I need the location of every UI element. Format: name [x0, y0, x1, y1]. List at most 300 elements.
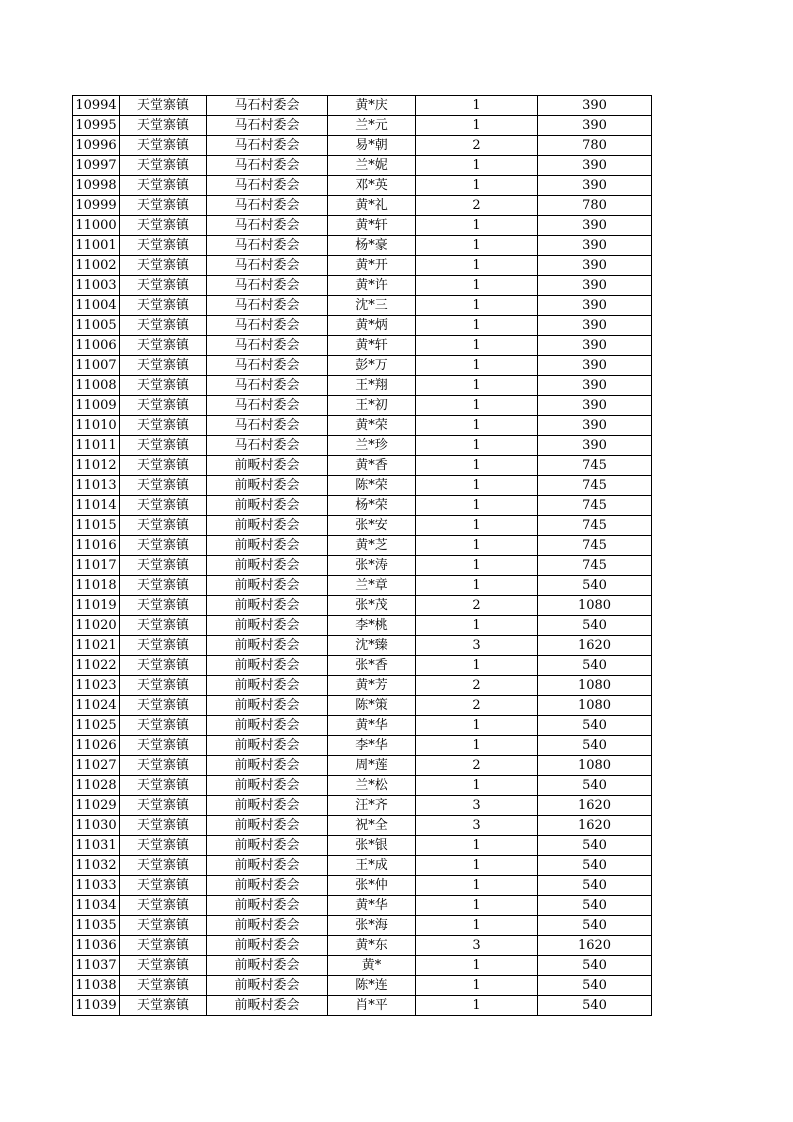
- name-cell: 张*涛: [328, 556, 416, 576]
- town-cell: 天堂寨镇: [120, 156, 207, 176]
- amount-cell: 540: [538, 716, 652, 736]
- row-number-cell: 10994: [73, 96, 120, 116]
- row-number-cell: 11011: [73, 436, 120, 456]
- village-committee-cell: 马石村委会: [207, 336, 328, 356]
- amount-cell: 390: [538, 276, 652, 296]
- count-cell: 1: [416, 516, 538, 536]
- amount-cell: 1620: [538, 796, 652, 816]
- town-cell: 天堂寨镇: [120, 236, 207, 256]
- name-cell: 周*莲: [328, 756, 416, 776]
- town-cell: 天堂寨镇: [120, 256, 207, 276]
- village-committee-cell: 前畈村委会: [207, 916, 328, 936]
- village-committee-cell: 马石村委会: [207, 356, 328, 376]
- town-cell: 天堂寨镇: [120, 396, 207, 416]
- table-row: [73, 256, 652, 276]
- count-cell: 1: [416, 256, 538, 276]
- count-cell: 1: [416, 716, 538, 736]
- amount-cell: 745: [538, 496, 652, 516]
- amount-cell: 780: [538, 196, 652, 216]
- amount-cell: 745: [538, 476, 652, 496]
- name-cell: 黄*轩: [328, 336, 416, 356]
- count-cell: 1: [416, 456, 538, 476]
- count-cell: 1: [416, 116, 538, 136]
- row-number-cell: 11013: [73, 476, 120, 496]
- count-cell: 3: [416, 796, 538, 816]
- table-row: [73, 396, 652, 416]
- count-cell: 1: [416, 216, 538, 236]
- table-row: [73, 116, 652, 136]
- village-committee-cell: 前畈村委会: [207, 876, 328, 896]
- count-cell: 1: [416, 376, 538, 396]
- name-cell: 李*桃: [328, 616, 416, 636]
- amount-cell: 1620: [538, 936, 652, 956]
- amount-cell: 745: [538, 516, 652, 536]
- table-row: [73, 896, 652, 916]
- amount-cell: 390: [538, 436, 652, 456]
- village-committee-cell: 前畈村委会: [207, 596, 328, 616]
- name-cell: 陈*荣: [328, 476, 416, 496]
- table-row: [73, 816, 652, 836]
- row-number-cell: 11035: [73, 916, 120, 936]
- row-number-cell: 11018: [73, 576, 120, 596]
- village-committee-cell: 马石村委会: [207, 436, 328, 456]
- village-committee-cell: 前畈村委会: [207, 776, 328, 796]
- village-committee-cell: 前畈村委会: [207, 796, 328, 816]
- amount-cell: 390: [538, 296, 652, 316]
- row-number-cell: 11009: [73, 396, 120, 416]
- amount-cell: 540: [538, 776, 652, 796]
- data-table: [72, 95, 652, 1016]
- town-cell: 天堂寨镇: [120, 536, 207, 556]
- row-number-cell: 11034: [73, 896, 120, 916]
- amount-cell: 390: [538, 156, 652, 176]
- row-number-cell: 11025: [73, 716, 120, 736]
- count-cell: 1: [416, 856, 538, 876]
- row-number-cell: 11026: [73, 736, 120, 756]
- name-cell: 李*华: [328, 736, 416, 756]
- name-cell: 王*翔: [328, 376, 416, 396]
- village-committee-cell: 马石村委会: [207, 376, 328, 396]
- village-committee-cell: 前畈村委会: [207, 716, 328, 736]
- count-cell: 1: [416, 396, 538, 416]
- name-cell: 兰*妮: [328, 156, 416, 176]
- table-row: [73, 856, 652, 876]
- name-cell: 兰*章: [328, 576, 416, 596]
- table-row: [73, 636, 652, 656]
- town-cell: 天堂寨镇: [120, 936, 207, 956]
- amount-cell: 390: [538, 236, 652, 256]
- town-cell: 天堂寨镇: [120, 276, 207, 296]
- name-cell: 黄*许: [328, 276, 416, 296]
- village-committee-cell: 前畈村委会: [207, 956, 328, 976]
- amount-cell: 540: [538, 956, 652, 976]
- count-cell: 3: [416, 636, 538, 656]
- table-row: [73, 176, 652, 196]
- village-committee-cell: 前畈村委会: [207, 896, 328, 916]
- name-cell: 黄*华: [328, 716, 416, 736]
- name-cell: 张*银: [328, 836, 416, 856]
- town-cell: 天堂寨镇: [120, 516, 207, 536]
- amount-cell: 1080: [538, 696, 652, 716]
- table-row: [73, 536, 652, 556]
- village-committee-cell: 马石村委会: [207, 216, 328, 236]
- count-cell: 1: [416, 536, 538, 556]
- name-cell: 陈*连: [328, 976, 416, 996]
- row-number-cell: 11039: [73, 996, 120, 1016]
- village-committee-cell: 前畈村委会: [207, 996, 328, 1016]
- table-row: [73, 576, 652, 596]
- row-number-cell: 11023: [73, 676, 120, 696]
- table-row: [73, 96, 652, 116]
- table-row: [73, 516, 652, 536]
- name-cell: 黄*礼: [328, 196, 416, 216]
- row-number-cell: 11017: [73, 556, 120, 576]
- table-row: [73, 476, 652, 496]
- count-cell: 1: [416, 996, 538, 1016]
- amount-cell: 390: [538, 96, 652, 116]
- table-row: [73, 316, 652, 336]
- amount-cell: 1080: [538, 756, 652, 776]
- village-committee-cell: 马石村委会: [207, 416, 328, 436]
- table-row: [73, 356, 652, 376]
- amount-cell: 540: [538, 656, 652, 676]
- count-cell: 1: [416, 736, 538, 756]
- amount-cell: 540: [538, 616, 652, 636]
- row-number-cell: 10998: [73, 176, 120, 196]
- village-committee-cell: 马石村委会: [207, 196, 328, 216]
- town-cell: 天堂寨镇: [120, 736, 207, 756]
- name-cell: 彭*万: [328, 356, 416, 376]
- row-number-cell: 11012: [73, 456, 120, 476]
- name-cell: 王*成: [328, 856, 416, 876]
- amount-cell: 540: [538, 996, 652, 1016]
- town-cell: 天堂寨镇: [120, 816, 207, 836]
- town-cell: 天堂寨镇: [120, 836, 207, 856]
- village-committee-cell: 前畈村委会: [207, 836, 328, 856]
- row-number-cell: 11008: [73, 376, 120, 396]
- village-committee-cell: 马石村委会: [207, 296, 328, 316]
- row-number-cell: 11005: [73, 316, 120, 336]
- row-number-cell: 11024: [73, 696, 120, 716]
- row-number-cell: 11004: [73, 296, 120, 316]
- count-cell: 1: [416, 356, 538, 376]
- village-committee-cell: 前畈村委会: [207, 516, 328, 536]
- count-cell: 3: [416, 816, 538, 836]
- town-cell: 天堂寨镇: [120, 436, 207, 456]
- count-cell: 1: [416, 316, 538, 336]
- amount-cell: 780: [538, 136, 652, 156]
- count-cell: 2: [416, 756, 538, 776]
- amount-cell: 745: [538, 556, 652, 576]
- table-row: [73, 976, 652, 996]
- row-number-cell: 11032: [73, 856, 120, 876]
- town-cell: 天堂寨镇: [120, 136, 207, 156]
- name-cell: 黄*东: [328, 936, 416, 956]
- village-committee-cell: 前畈村委会: [207, 656, 328, 676]
- name-cell: 张*香: [328, 656, 416, 676]
- town-cell: 天堂寨镇: [120, 356, 207, 376]
- town-cell: 天堂寨镇: [120, 196, 207, 216]
- row-number-cell: 11010: [73, 416, 120, 436]
- row-number-cell: 11000: [73, 216, 120, 236]
- count-cell: 1: [416, 916, 538, 936]
- row-number-cell: 11015: [73, 516, 120, 536]
- row-number-cell: 11038: [73, 976, 120, 996]
- amount-cell: 390: [538, 416, 652, 436]
- name-cell: 黄*开: [328, 256, 416, 276]
- amount-cell: 390: [538, 216, 652, 236]
- count-cell: 2: [416, 136, 538, 156]
- town-cell: 天堂寨镇: [120, 496, 207, 516]
- village-committee-cell: 前畈村委会: [207, 676, 328, 696]
- table-row: [73, 336, 652, 356]
- count-cell: 1: [416, 556, 538, 576]
- amount-cell: 540: [538, 896, 652, 916]
- town-cell: 天堂寨镇: [120, 296, 207, 316]
- table-row: [73, 796, 652, 816]
- name-cell: 易*朝: [328, 136, 416, 156]
- name-cell: 黄*炳: [328, 316, 416, 336]
- name-cell: 邓*英: [328, 176, 416, 196]
- amount-cell: 540: [538, 856, 652, 876]
- count-cell: 1: [416, 576, 538, 596]
- table-row: [73, 716, 652, 736]
- row-number-cell: 11036: [73, 936, 120, 956]
- name-cell: 张*安: [328, 516, 416, 536]
- amount-cell: 390: [538, 356, 652, 376]
- table-row: [73, 156, 652, 176]
- name-cell: 王*初: [328, 396, 416, 416]
- count-cell: 1: [416, 616, 538, 636]
- table-row: [73, 296, 652, 316]
- village-committee-cell: 马石村委会: [207, 316, 328, 336]
- amount-cell: 390: [538, 316, 652, 336]
- name-cell: 兰*元: [328, 116, 416, 136]
- amount-cell: 745: [538, 536, 652, 556]
- row-number-cell: 11029: [73, 796, 120, 816]
- amount-cell: 540: [538, 916, 652, 936]
- amount-cell: 745: [538, 456, 652, 476]
- village-committee-cell: 前畈村委会: [207, 576, 328, 596]
- village-committee-cell: 前畈村委会: [207, 536, 328, 556]
- row-number-cell: 11022: [73, 656, 120, 676]
- table-row: [73, 136, 652, 156]
- name-cell: 黄*轩: [328, 216, 416, 236]
- row-number-cell: 11001: [73, 236, 120, 256]
- amount-cell: 390: [538, 256, 652, 276]
- name-cell: 黄*香: [328, 456, 416, 476]
- town-cell: 天堂寨镇: [120, 576, 207, 596]
- village-committee-cell: 马石村委会: [207, 136, 328, 156]
- town-cell: 天堂寨镇: [120, 776, 207, 796]
- row-number-cell: 11020: [73, 616, 120, 636]
- town-cell: 天堂寨镇: [120, 96, 207, 116]
- count-cell: 1: [416, 876, 538, 896]
- table-row: [73, 416, 652, 436]
- row-number-cell: 10997: [73, 156, 120, 176]
- name-cell: 兰*松: [328, 776, 416, 796]
- name-cell: 沈*臻: [328, 636, 416, 656]
- table-row: [73, 996, 652, 1016]
- table-row: [73, 876, 652, 896]
- name-cell: 黄*庆: [328, 96, 416, 116]
- town-cell: 天堂寨镇: [120, 476, 207, 496]
- village-committee-cell: 前畈村委会: [207, 856, 328, 876]
- table-row: [73, 936, 652, 956]
- town-cell: 天堂寨镇: [120, 456, 207, 476]
- village-committee-cell: 马石村委会: [207, 396, 328, 416]
- village-committee-cell: 前畈村委会: [207, 936, 328, 956]
- row-number-cell: 11006: [73, 336, 120, 356]
- town-cell: 天堂寨镇: [120, 896, 207, 916]
- count-cell: 1: [416, 836, 538, 856]
- town-cell: 天堂寨镇: [120, 676, 207, 696]
- amount-cell: 540: [538, 836, 652, 856]
- table-row: [73, 596, 652, 616]
- name-cell: 杨*荣: [328, 496, 416, 516]
- row-number-cell: 11007: [73, 356, 120, 376]
- name-cell: 黄*芝: [328, 536, 416, 556]
- town-cell: 天堂寨镇: [120, 876, 207, 896]
- table-row: [73, 456, 652, 476]
- amount-cell: 540: [538, 576, 652, 596]
- name-cell: 沈*三: [328, 296, 416, 316]
- name-cell: 杨*豪: [328, 236, 416, 256]
- row-number-cell: 11033: [73, 876, 120, 896]
- village-committee-cell: 前畈村委会: [207, 976, 328, 996]
- count-cell: 1: [416, 896, 538, 916]
- name-cell: 汪*齐: [328, 796, 416, 816]
- name-cell: 陈*策: [328, 696, 416, 716]
- row-number-cell: 10999: [73, 196, 120, 216]
- town-cell: 天堂寨镇: [120, 116, 207, 136]
- village-committee-cell: 前畈村委会: [207, 816, 328, 836]
- table-row: [73, 236, 652, 256]
- town-cell: 天堂寨镇: [120, 596, 207, 616]
- table-row: [73, 776, 652, 796]
- table-row: [73, 436, 652, 456]
- town-cell: 天堂寨镇: [120, 856, 207, 876]
- count-cell: 2: [416, 696, 538, 716]
- table-row: [73, 696, 652, 716]
- name-cell: 张*海: [328, 916, 416, 936]
- count-cell: 1: [416, 336, 538, 356]
- town-cell: 天堂寨镇: [120, 976, 207, 996]
- town-cell: 天堂寨镇: [120, 756, 207, 776]
- amount-cell: 390: [538, 336, 652, 356]
- count-cell: 1: [416, 476, 538, 496]
- village-committee-cell: 前畈村委会: [207, 696, 328, 716]
- row-number-cell: 11019: [73, 596, 120, 616]
- village-committee-cell: 马石村委会: [207, 96, 328, 116]
- count-cell: 2: [416, 596, 538, 616]
- amount-cell: 1620: [538, 636, 652, 656]
- row-number-cell: 11028: [73, 776, 120, 796]
- row-number-cell: 11037: [73, 956, 120, 976]
- town-cell: 天堂寨镇: [120, 336, 207, 356]
- town-cell: 天堂寨镇: [120, 996, 207, 1016]
- town-cell: 天堂寨镇: [120, 416, 207, 436]
- village-committee-cell: 前畈村委会: [207, 476, 328, 496]
- count-cell: 1: [416, 496, 538, 516]
- village-committee-cell: 马石村委会: [207, 276, 328, 296]
- village-committee-cell: 前畈村委会: [207, 736, 328, 756]
- table-row: [73, 276, 652, 296]
- amount-cell: 540: [538, 736, 652, 756]
- village-committee-cell: 前畈村委会: [207, 556, 328, 576]
- amount-cell: 390: [538, 116, 652, 136]
- table-row: [73, 496, 652, 516]
- row-number-cell: 11003: [73, 276, 120, 296]
- row-number-cell: 11031: [73, 836, 120, 856]
- table-row: [73, 836, 652, 856]
- row-number-cell: 11021: [73, 636, 120, 656]
- village-committee-cell: 前畈村委会: [207, 456, 328, 476]
- amount-cell: 1080: [538, 676, 652, 696]
- town-cell: 天堂寨镇: [120, 636, 207, 656]
- name-cell: 黄*: [328, 956, 416, 976]
- name-cell: 祝*全: [328, 816, 416, 836]
- count-cell: 3: [416, 936, 538, 956]
- village-committee-cell: 马石村委会: [207, 236, 328, 256]
- amount-cell: 540: [538, 876, 652, 896]
- village-committee-cell: 马石村委会: [207, 156, 328, 176]
- village-committee-cell: 前畈村委会: [207, 496, 328, 516]
- town-cell: 天堂寨镇: [120, 316, 207, 336]
- name-cell: 黄*荣: [328, 416, 416, 436]
- table-body: [73, 96, 652, 1016]
- town-cell: 天堂寨镇: [120, 376, 207, 396]
- row-number-cell: 11002: [73, 256, 120, 276]
- name-cell: 黄*芳: [328, 676, 416, 696]
- amount-cell: 390: [538, 176, 652, 196]
- village-committee-cell: 前畈村委会: [207, 756, 328, 776]
- amount-cell: 1620: [538, 816, 652, 836]
- row-number-cell: 11030: [73, 816, 120, 836]
- village-committee-cell: 前畈村委会: [207, 616, 328, 636]
- amount-cell: 540: [538, 976, 652, 996]
- count-cell: 1: [416, 416, 538, 436]
- table-row: [73, 676, 652, 696]
- town-cell: 天堂寨镇: [120, 796, 207, 816]
- table-row: [73, 656, 652, 676]
- name-cell: 肖*平: [328, 996, 416, 1016]
- village-committee-cell: 马石村委会: [207, 176, 328, 196]
- village-committee-cell: 马石村委会: [207, 116, 328, 136]
- count-cell: 2: [416, 196, 538, 216]
- name-cell: 张*茂: [328, 596, 416, 616]
- table-row: [73, 556, 652, 576]
- town-cell: 天堂寨镇: [120, 696, 207, 716]
- row-number-cell: 10995: [73, 116, 120, 136]
- count-cell: 1: [416, 176, 538, 196]
- table-row: [73, 216, 652, 236]
- table-row: [73, 736, 652, 756]
- count-cell: 1: [416, 276, 538, 296]
- row-number-cell: 11027: [73, 756, 120, 776]
- village-committee-cell: 马石村委会: [207, 256, 328, 276]
- table-row: [73, 916, 652, 936]
- name-cell: 张*仲: [328, 876, 416, 896]
- town-cell: 天堂寨镇: [120, 956, 207, 976]
- count-cell: 1: [416, 96, 538, 116]
- count-cell: 1: [416, 296, 538, 316]
- count-cell: 1: [416, 436, 538, 456]
- count-cell: 1: [416, 956, 538, 976]
- name-cell: 兰*珍: [328, 436, 416, 456]
- count-cell: 1: [416, 656, 538, 676]
- town-cell: 天堂寨镇: [120, 556, 207, 576]
